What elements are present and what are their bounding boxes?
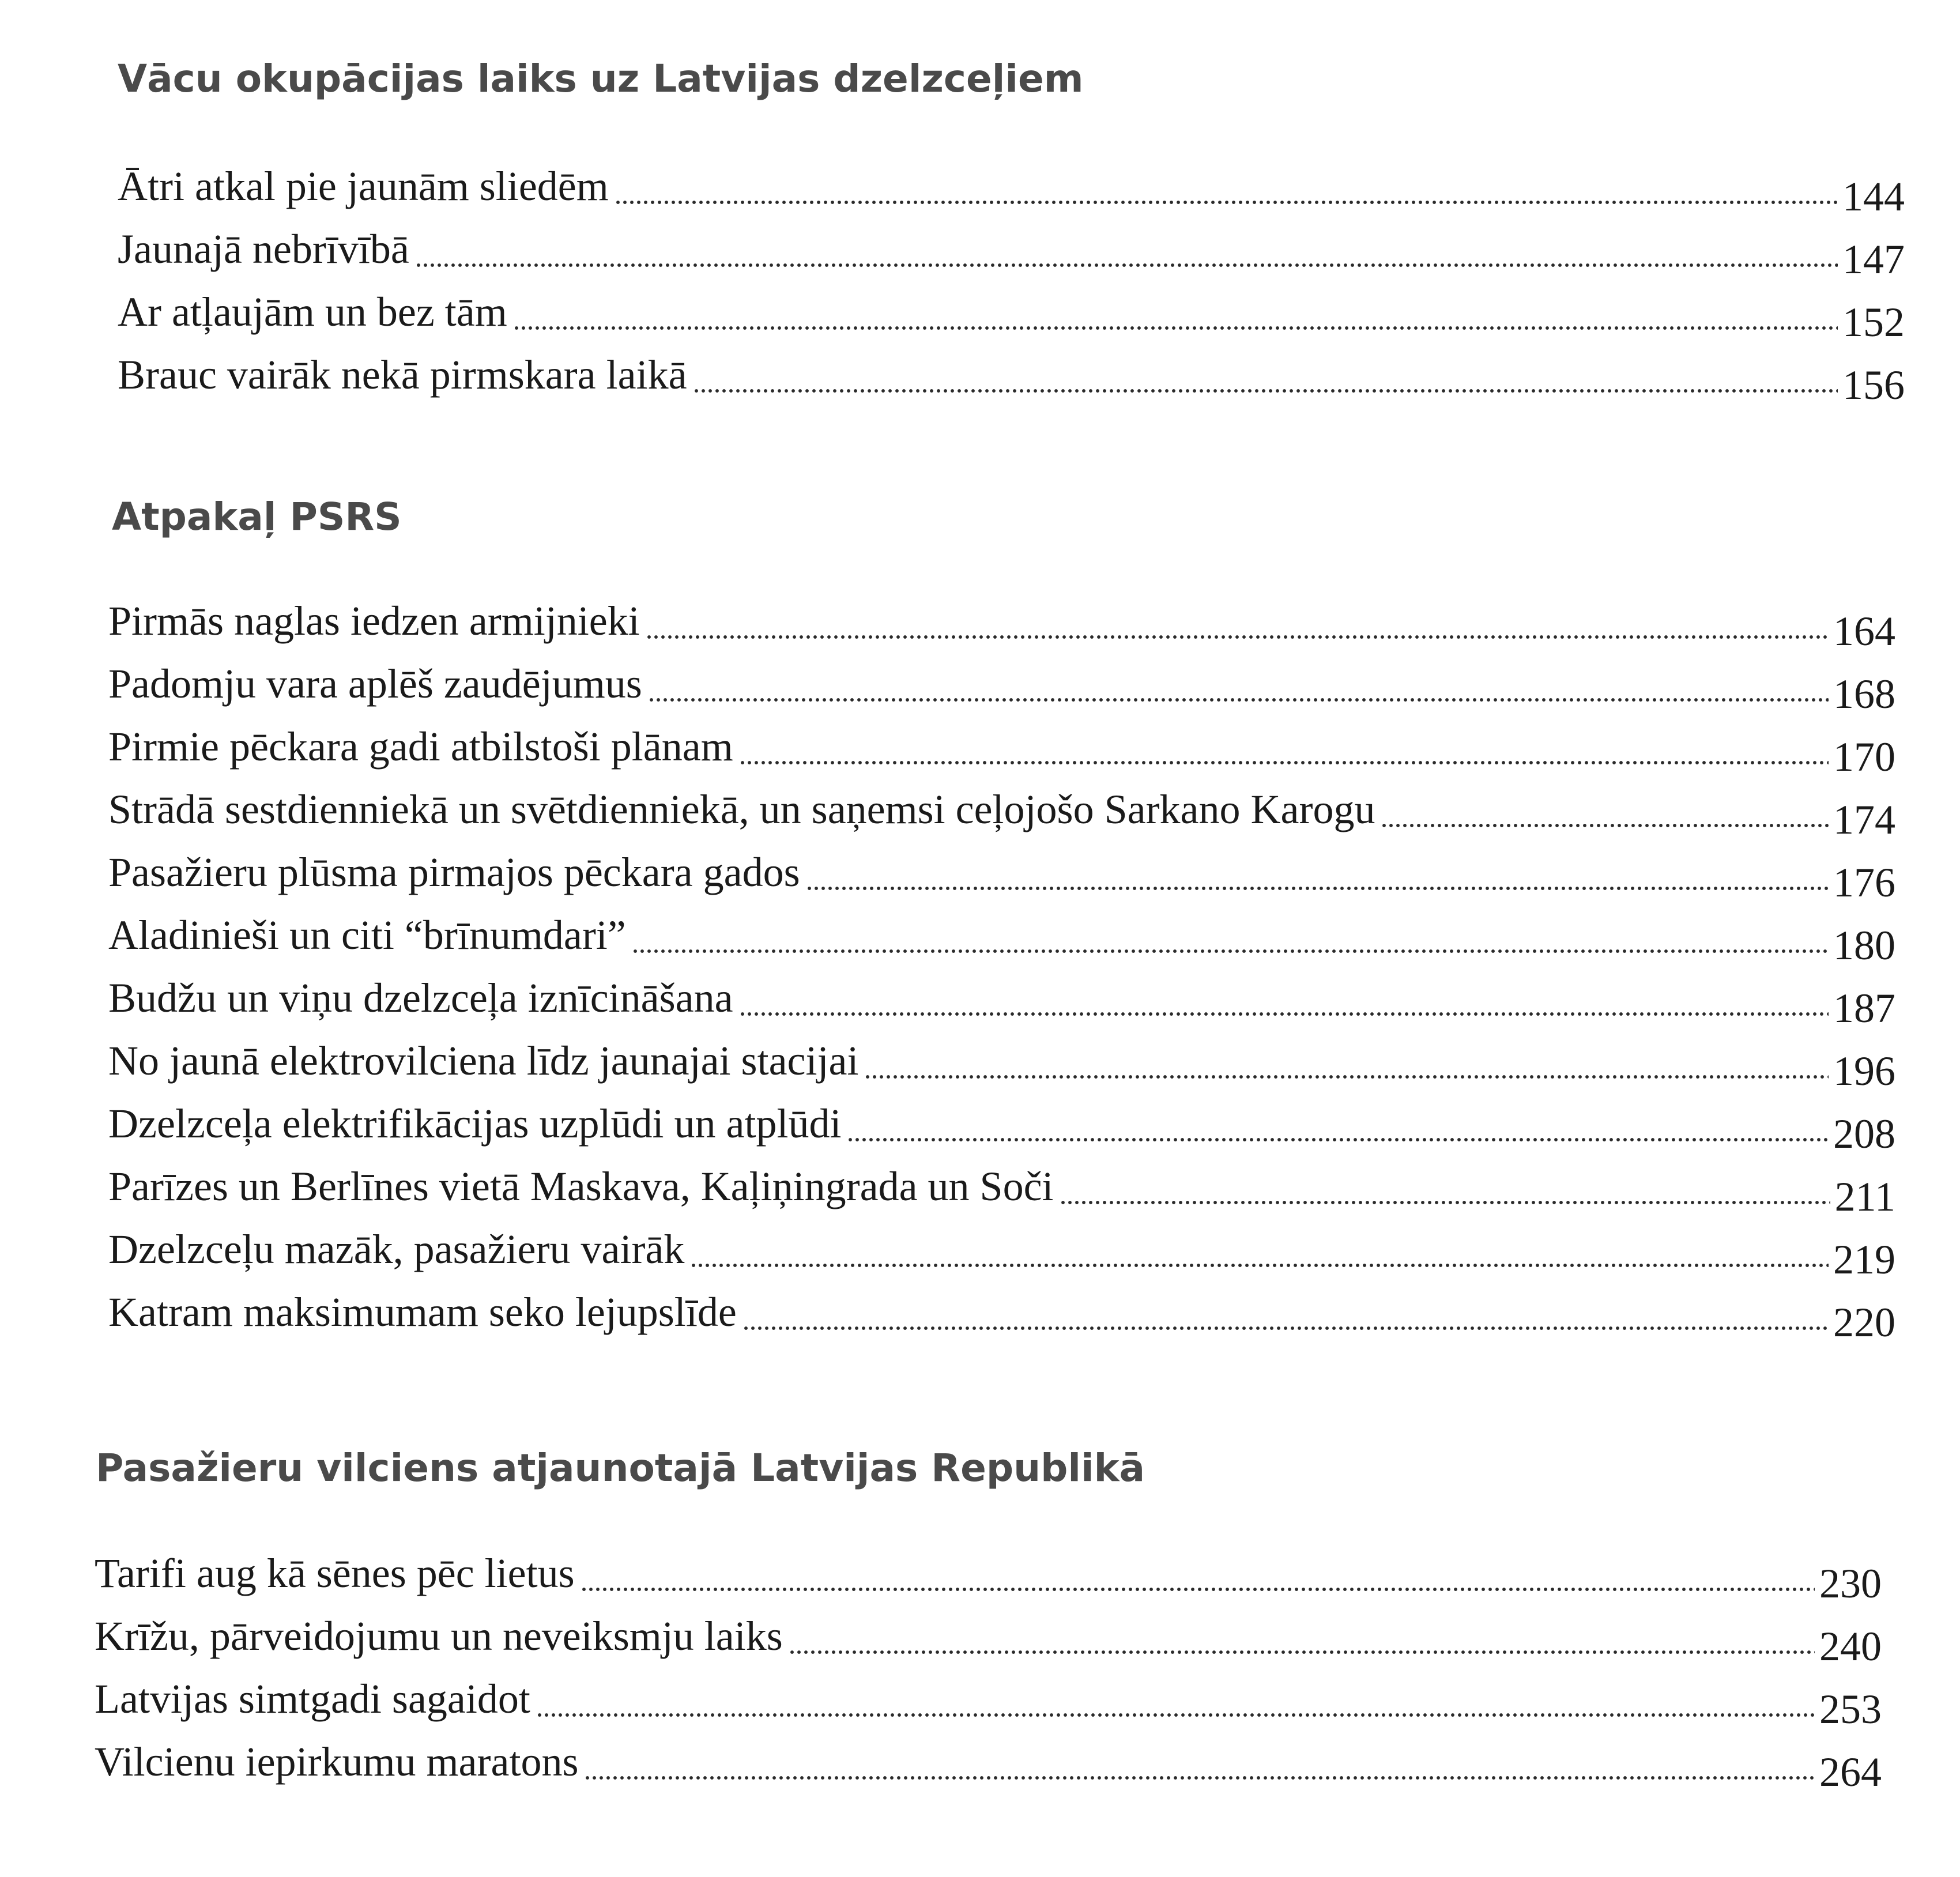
entry-title: No jaunā elektrovilciena līdz jaunajai stacijai xyxy=(108,1038,859,1084)
toc-entry xyxy=(118,217,1905,280)
toc-section xyxy=(118,56,1905,408)
entry-page-number: 180 xyxy=(1833,922,1895,968)
toc-entry xyxy=(95,1604,1882,1667)
dot-leader xyxy=(584,1776,1815,1780)
entry-page-number: 230 xyxy=(1819,1561,1882,1607)
toc-section xyxy=(95,1446,1883,1795)
entry-list xyxy=(118,154,1905,406)
dot-leader xyxy=(632,949,1829,953)
entry-page-number: 156 xyxy=(1842,362,1905,408)
entry-title: Parīzes un Berlīnes vietā Maskava, Kaļiņingrada un Soči xyxy=(108,1163,1054,1209)
toc-entry xyxy=(108,1092,1895,1155)
dot-leader xyxy=(648,698,1829,702)
toc-section xyxy=(108,495,1899,1345)
toc-entry xyxy=(108,903,1895,966)
entry-title: Katram maksimumam seko lejupslīde xyxy=(108,1289,737,1335)
entry-page-number: 253 xyxy=(1819,1686,1882,1732)
toc-entry xyxy=(108,1155,1895,1218)
entry-title: Aladinieši un citi “brīnumdari” xyxy=(108,912,626,958)
entry-title: Ātri atkal pie jaunām sliedēm xyxy=(118,163,609,209)
entry-page-number: 211 xyxy=(1834,1174,1895,1220)
entry-title: Ar atļaujām un bez tām xyxy=(118,289,507,335)
entry-page-number: 174 xyxy=(1833,797,1895,843)
section-title: Pasažieru vilciens atjaunotajā Latvijas Republikā xyxy=(96,1446,1145,1490)
entry-title: Brauc vairāk nekā pirmskara laikā xyxy=(118,352,687,398)
toc-entry xyxy=(108,1218,1895,1283)
entry-page-number: 147 xyxy=(1842,236,1905,282)
dot-leader xyxy=(646,635,1829,639)
toc-entry xyxy=(118,280,1905,343)
entry-title: Pirmie pēckara gadi atbilstoši plānam xyxy=(108,723,733,770)
dot-leader xyxy=(690,1263,1829,1268)
toc-entry xyxy=(118,154,1905,220)
section-title: Vācu okupācijas laiks uz Latvijas dzelzceļiem xyxy=(118,56,1084,101)
entry-title: Tarifi aug kā sēnes pēc lietus xyxy=(95,1550,575,1596)
entry-page-number: 176 xyxy=(1833,860,1895,906)
toc-entry xyxy=(95,1541,1882,1607)
entry-title: Latvijas simtgadi sagaidot xyxy=(95,1676,530,1722)
entry-title: Vilcienu iepirkumu maratons xyxy=(95,1739,579,1785)
toc-entry xyxy=(95,1730,1882,1793)
entry-page-number: 220 xyxy=(1833,1299,1895,1345)
dot-leader xyxy=(1060,1200,1830,1205)
toc-entry xyxy=(108,589,1895,652)
toc-entry xyxy=(108,652,1895,715)
entry-title: Pirmās naglas iedzen armijnieki xyxy=(108,598,640,644)
entry-title: Pasažieru plūsma pirmajos pēckara gados xyxy=(108,849,800,895)
dot-leader xyxy=(581,1587,1815,1592)
entry-title: Jaunajā nebrīvībā xyxy=(118,226,409,272)
entry-page-number: 264 xyxy=(1819,1749,1882,1795)
entry-page-number: 187 xyxy=(1833,985,1895,1031)
dot-leader xyxy=(864,1075,1829,1079)
toc-entry xyxy=(108,778,1895,843)
entry-list xyxy=(95,1541,1882,1793)
entry-title: Budžu un viņu dzelzceļa iznīcināšana xyxy=(108,975,733,1021)
entry-title: Padomju vara aplēš zaudējumus xyxy=(108,661,642,707)
toc-entry xyxy=(118,343,1905,406)
entry-list xyxy=(108,589,1895,1343)
dot-leader xyxy=(693,389,1838,393)
dot-leader xyxy=(847,1137,1829,1142)
entry-title: Krīžu, pārveidojumu un neveiksmju laiks xyxy=(95,1613,783,1659)
entry-page-number: 170 xyxy=(1833,734,1895,780)
entry-page-number: 219 xyxy=(1833,1237,1895,1283)
toc-entry xyxy=(108,840,1895,906)
entry-page-number: 152 xyxy=(1842,299,1905,345)
toc-entry xyxy=(108,1280,1895,1343)
dot-leader xyxy=(742,1326,1829,1331)
entry-title: Dzelzceļa elektrifikācijas uzplūdi un atplūdi xyxy=(108,1100,842,1147)
dot-leader xyxy=(789,1650,1815,1654)
entry-title: Strādā sestdienniekā un svētdienniekā, un saņemsi ceļojošo Sarkano Karogu xyxy=(108,786,1375,832)
dot-leader xyxy=(739,760,1829,765)
dot-leader xyxy=(806,886,1829,891)
dot-leader xyxy=(1381,823,1829,828)
entry-page-number: 208 xyxy=(1833,1111,1895,1157)
toc-entry xyxy=(108,1029,1895,1092)
entry-title: Dzelzceļu mazāk, pasažieru vairāk xyxy=(108,1226,685,1272)
entry-page-number: 168 xyxy=(1833,671,1895,717)
toc-entry xyxy=(108,966,1895,1029)
dot-leader xyxy=(739,1012,1829,1016)
toc-entry xyxy=(95,1667,1882,1730)
entry-page-number: 164 xyxy=(1833,608,1895,654)
toc-entry xyxy=(108,715,1895,778)
dot-leader xyxy=(513,326,1838,330)
entry-page-number: 144 xyxy=(1842,174,1905,220)
section-title: Atpakaļ PSRS xyxy=(112,495,402,539)
entry-page-number: 240 xyxy=(1819,1623,1882,1669)
dot-leader xyxy=(615,200,1838,205)
dot-leader xyxy=(415,263,1838,267)
entry-page-number: 196 xyxy=(1833,1048,1895,1094)
dot-leader xyxy=(536,1713,1815,1717)
